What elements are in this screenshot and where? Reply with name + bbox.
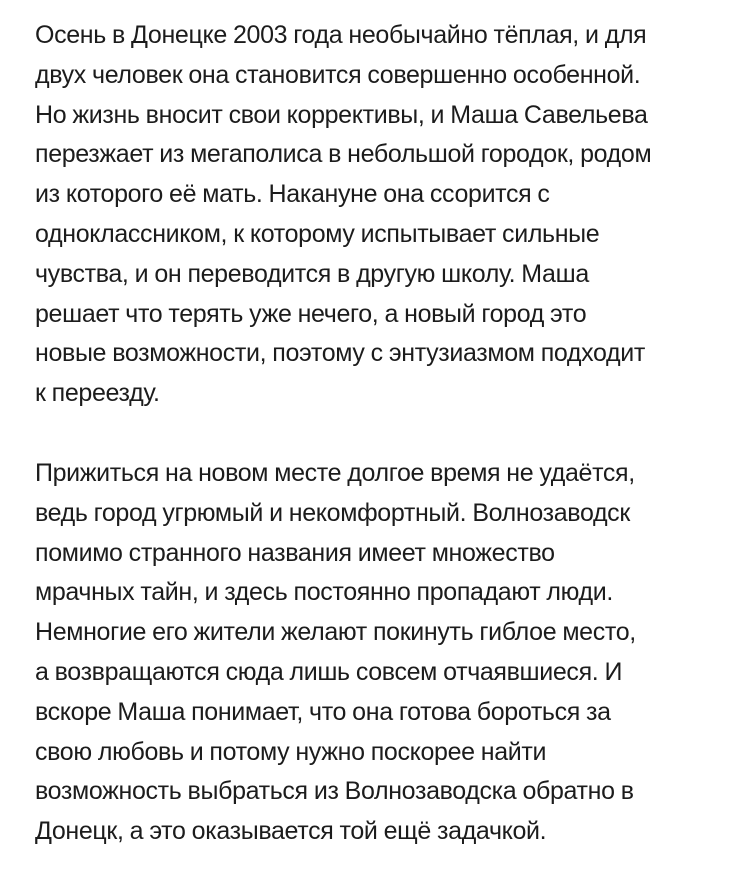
text-line: ведь город угрюмый и некомфортный. Волнозаводск [35, 498, 630, 527]
paragraph-1 [35, 16, 720, 414]
text-line: Прижиться на новом месте долгое время не удаётся, [35, 458, 635, 487]
text-line: перезжает из мегаполиса в небольшой городок, родом [35, 140, 652, 169]
text-line: из которого её мать. Накануне она ссорится с [35, 180, 550, 209]
text-line: двух человек она становится совершенно особенной. [35, 60, 641, 89]
text-line: новые возможности, поэтому с энтузиазмом подходит [35, 339, 645, 368]
text-line: а возвращаются сюда лишь совсем отчаявшиеся. И [35, 657, 623, 686]
text-line: вскоре Маша понимает, что она готова бороться за [35, 697, 611, 726]
text-line: мрачных тайн, и здесь постоянно пропадают люди. [35, 578, 613, 607]
text-line: одноклассником, к которому испытывает сильные [35, 219, 600, 248]
text-line: Осень в Донецке 2003 года необычайно тёплая, и для [35, 21, 647, 49]
text-line: Немногие его жители желают покинуть гиблое место, [35, 618, 636, 647]
text-line: возможность выбраться из Волнозаводска обратно в [35, 777, 634, 806]
text-line: решает что терять уже нечего, а новый город это [35, 299, 587, 328]
text-line: Но жизнь вносит свои коррективы, и Маша Савельева [35, 100, 648, 129]
text-line: свою любовь и потому нужно поскорее найти [35, 737, 547, 766]
text-line: Донецк, а это оказывается той ещё задачкой. [35, 817, 547, 846]
text-line: к переезду. [35, 379, 160, 408]
text-line: чувства, и он переводится в другую школу. Маша [35, 259, 589, 288]
text-line: помимо странного названия имеет множество [35, 538, 555, 567]
paragraph-2 [35, 454, 720, 852]
